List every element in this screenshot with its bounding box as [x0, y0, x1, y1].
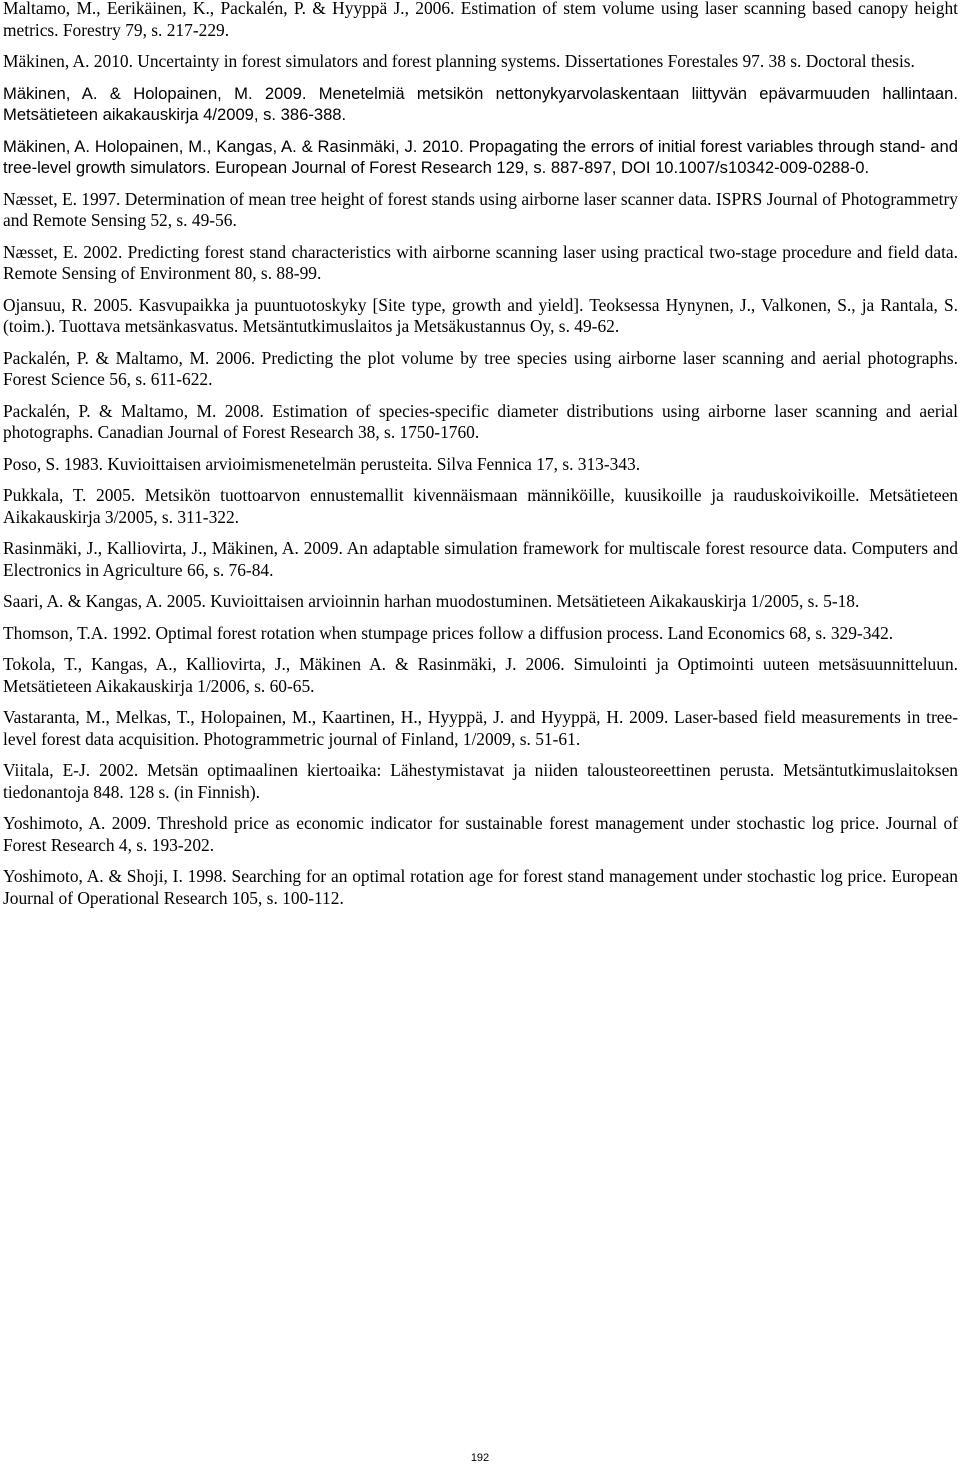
reference-entry: Næsset, E. 2002. Predicting forest stand characteristics with airborne scanning laser using practical two-stage procedure and field data. Remote Sensing of Environment 80, s. 88-99.	[3, 241, 958, 283]
reference-entry: Næsset, E. 1997. Determination of mean tree height of forest stands using airborne laser scanner data. ISPRS Journal of Photogrammetry and Remote Sensing 52, s. 49-56.	[3, 188, 958, 230]
page-number: 192	[470, 1452, 490, 1464]
reference-entry: Poso, S. 1983. Kuvioittaisen arvioimismenetelmän perusteita. Silva Fennica 17, s. 313-343.	[3, 453, 641, 474]
reference-entry: Vastaranta, M., Melkas, T., Holopainen, M., Kaartinen, H., Hyyppä, J. and Hyyppä, H. 2009. Laser-based field measurements in tree-level forest data acquisition. Photogrammetric journal of Finland, 1/2009, s. 51-61.	[3, 707, 958, 749]
reference-entry: Rasinmäki, J., Kalliovirta, J., Mäkinen, A. 2009. An adaptable simulation framework for multiscale forest resource data. Computers and Electronics in Agriculture 66, s. 76-84.	[3, 538, 958, 580]
reference-list	[3, 0, 958, 909]
reference-entry: Maltamo, M., Eerikäinen, K., Packalén, P. & Hyyppä J., 2006. Estimation of stem volume using laser scanning based canopy height metrics. Forestry 79, s. 217-229.	[3, 0, 958, 40]
reference-entry: Mäkinen, A. 2010. Uncertainty in forest simulators and forest planning systems. Dissertationes Forestales 97. 38 s. Doctoral thesis.	[3, 51, 915, 71]
reference-entry: Mäkinen, A. Holopainen, M., Kangas, A. & Rasinmäki, J. 2010. Propagating the errors of initial forest variables through stand- and tree-level growth simulators. European Journal of Forest Research 129, s. 887-897, DOI 10.1007/s10342-009-0288-0.	[3, 136, 958, 177]
reference-entry: Viitala, E-J. 2002. Metsän optimaalinen kiertoaika: Lähestymistavat ja niiden talousteoreettinen perusta. Metsäntutkimuslaitoksen tiedonantoja 848. 128 s. (in Finnish).	[3, 760, 958, 802]
reference-entry: Ojansuu, R. 2005. Kasvupaikka ja puuntuotoskyky [Site type, growth and yield]. Teoksessa Hynynen, J., Valkonen, S., ja Rantala, S. (toim.). Tuottava metsänkasvatus. Metsäntutkimuslaitos ja Metsäkustannus Oy, s. 49-62.	[3, 294, 958, 336]
reference-entry: Packalén, P. & Maltamo, M. 2006. Predicting the plot volume by tree species using airborne laser scanning and aerial photographs. Forest Science 56, s. 611-622.	[3, 347, 958, 389]
reference-entry: Pukkala, T. 2005. Metsikön tuottoarvon ennustemallit kivennäismaan männiköille, kuusikoille ja rauduskoivikoille. Metsätieteen Aikakauskirja 3/2005, s. 311-322.	[3, 485, 958, 527]
reference-entry: Yoshimoto, A. 2009. Threshold price as economic indicator for sustainable forest management under stochastic log price. Journal of Forest Research 4, s. 193-202.	[3, 813, 958, 855]
reference-entry: Packalén, P. & Maltamo, M. 2008. Estimation of species-specific diameter distributions using airborne laser scanning and aerial photographs. Canadian Journal of Forest Research 38, s. 1750-1760.	[3, 400, 958, 442]
reference-entry: Mäkinen, A. & Holopainen, M. 2009. Menetelmiä metsikön nettonykyarvolaskentaan liittyvän epävarmuuden hallintaan. Metsätieteen aikakauskirja 4/2009, s. 386-388.	[3, 83, 958, 124]
reference-entry: Tokola, T., Kangas, A., Kalliovirta, J., Mäkinen A. & Rasinmäki, J. 2006. Simulointi ja Optimointi uuteen metsäsuunnitteluun. Metsätieteen Aikakauskirja 1/2006, s. 60-65.	[3, 654, 958, 696]
reference-entry: Saari, A. & Kangas, A. 2005. Kuvioittaisen arvioinnin harhan muodostuminen. Metsätieteen Aikakauskirja 1/2005, s. 5-18.	[3, 591, 860, 611]
reference-entry: Thomson, T.A. 1992. Optimal forest rotation when stumpage prices follow a diffusion process. Land Economics 68, s. 329-342.	[3, 622, 894, 643]
reference-entry: Yoshimoto, A. & Shoji, I. 1998. Searching for an optimal rotation age for forest stand management under stochastic log price. European Journal of Operational Research 105, s. 100-112.	[3, 866, 958, 908]
